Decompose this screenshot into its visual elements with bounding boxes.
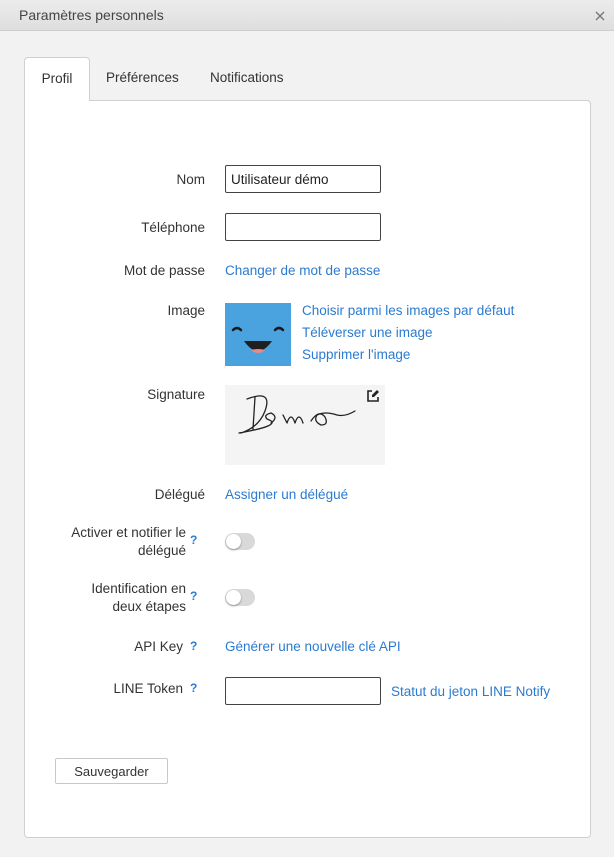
signature-drawing (225, 385, 385, 465)
name-field[interactable] (225, 165, 381, 193)
tab-notifications[interactable]: Notifications (210, 70, 284, 85)
generate-api-key-link[interactable]: Générer une nouvelle clé API (225, 639, 401, 654)
signature-label: Signature (147, 387, 205, 402)
line-token-field[interactable] (225, 677, 381, 705)
upload-image-link[interactable]: Téléverser une image (302, 325, 433, 340)
image-label: Image (167, 303, 205, 318)
signature-box (225, 385, 385, 465)
two-step-toggle[interactable] (225, 589, 255, 606)
dialog-title: Paramètres personnels (19, 7, 164, 23)
two-step-label: Identification en deux étapes (91, 581, 186, 614)
save-button[interactable]: Sauvegarder (55, 758, 168, 784)
edit-icon[interactable] (366, 389, 380, 403)
dialog-titlebar (0, 0, 614, 31)
activate-delegate-toggle[interactable] (225, 533, 255, 550)
activate-delegate-help-icon[interactable]: ? (190, 533, 198, 547)
delegate-label: Délégué (154, 487, 205, 502)
smiley-avatar (225, 303, 291, 366)
api-key-label: API Key (134, 639, 183, 654)
line-token-help-icon[interactable]: ? (190, 681, 198, 695)
tab-preferences[interactable]: Préférences (106, 70, 179, 85)
phone-label: Téléphone (141, 220, 205, 235)
line-token-label: LINE Token (113, 681, 183, 696)
assign-delegate-link[interactable]: Assigner un délégué (225, 487, 349, 502)
profile-panel (24, 100, 591, 838)
line-notify-status-link[interactable]: Statut du jeton LINE Notify (391, 684, 551, 699)
change-password-link[interactable]: Changer de mot de passe (225, 263, 381, 278)
two-step-help-icon[interactable]: ? (190, 589, 198, 603)
choose-default-image-link[interactable]: Choisir parmi les images par défaut (302, 303, 515, 318)
activate-delegate-label: Activer et notifier le délégué (71, 525, 186, 558)
close-icon[interactable] (592, 8, 608, 24)
api-key-help-icon[interactable]: ? (190, 639, 198, 653)
tab-profil[interactable]: Profil (24, 57, 90, 101)
delete-image-link[interactable]: Supprimer l'image (302, 347, 411, 362)
phone-field[interactable] (225, 213, 381, 241)
password-label: Mot de passe (123, 263, 205, 278)
name-label: Nom (176, 172, 205, 187)
